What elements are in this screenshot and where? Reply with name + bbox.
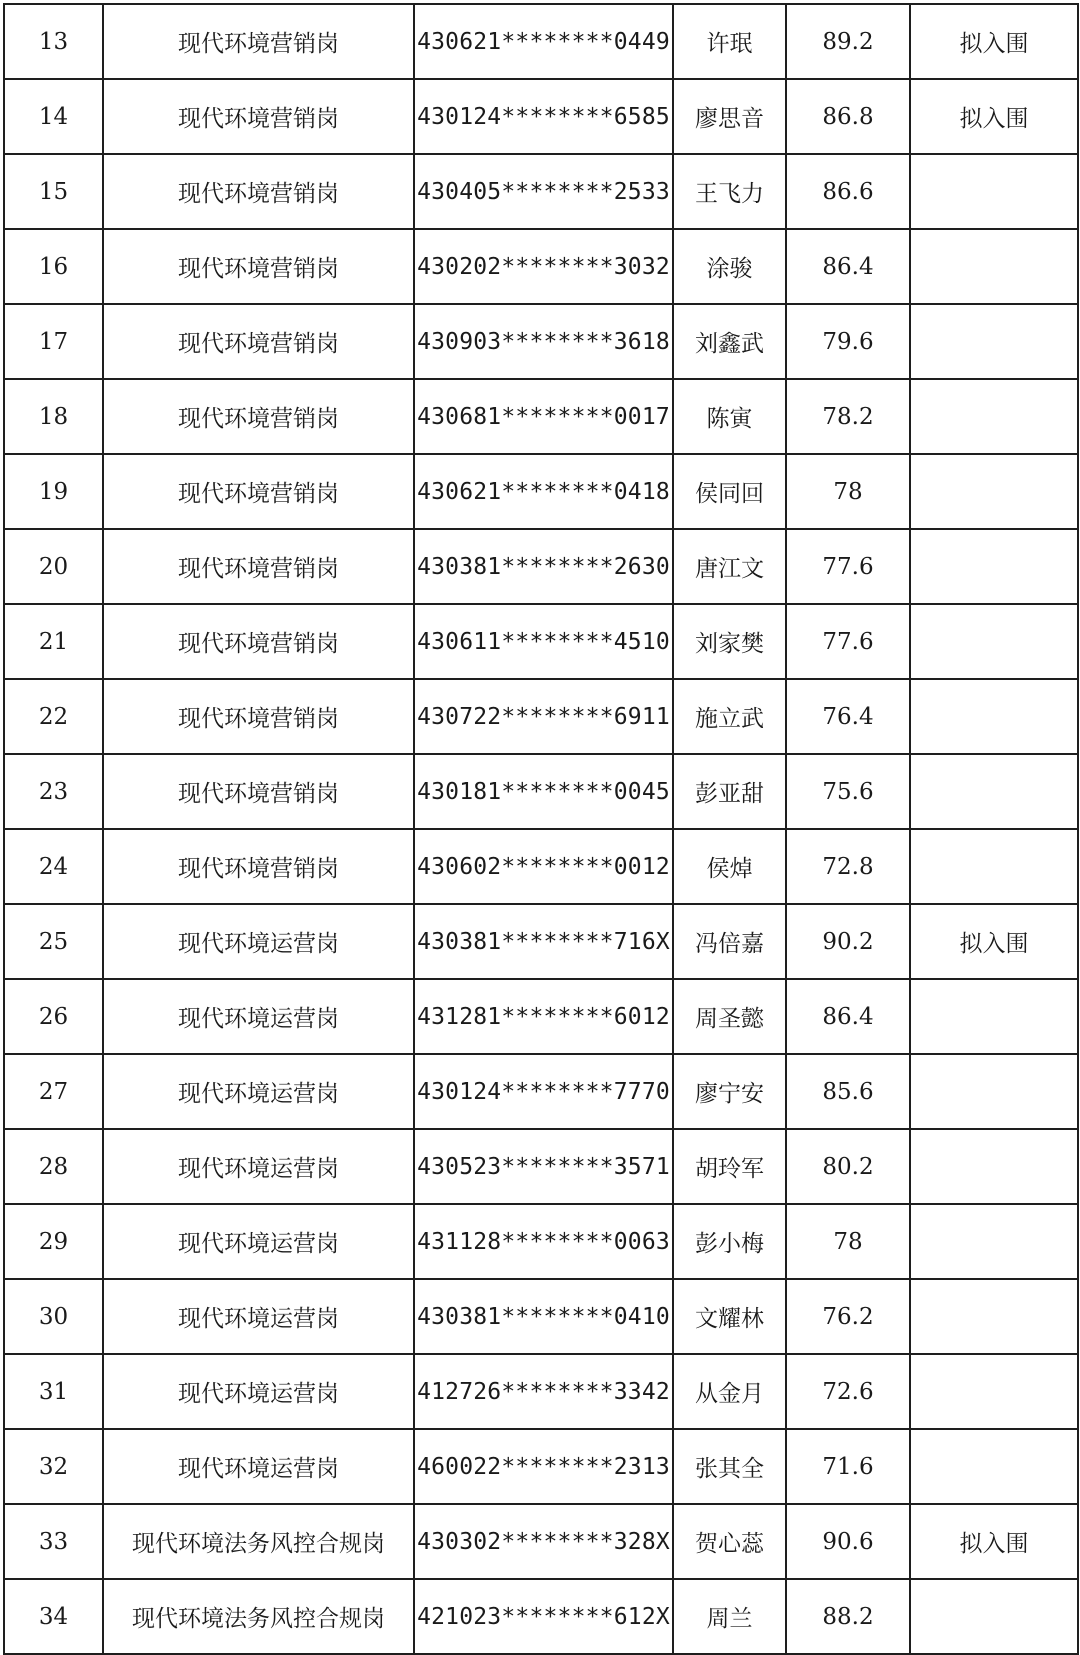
score-cell: 78 — [786, 1204, 910, 1279]
table-row — [4, 1204, 1078, 1279]
name-cell: 张其全 — [673, 1429, 786, 1504]
id-number-cell: 430621********0449 — [414, 4, 673, 79]
row-number-cell: 26 — [4, 979, 103, 1054]
score-cell: 78 — [786, 454, 910, 529]
score-cell: 90.6 — [786, 1504, 910, 1579]
id-number-cell: 430381********716X — [414, 904, 673, 979]
table-row — [4, 379, 1078, 454]
position-cell: 现代环境运营岗 — [103, 1354, 414, 1429]
score-cell: 89.2 — [786, 4, 910, 79]
table-row — [4, 904, 1078, 979]
status-cell — [910, 529, 1078, 604]
position-cell: 现代环境营销岗 — [103, 829, 414, 904]
status-cell — [910, 229, 1078, 304]
id-number-cell: 430722********6911 — [414, 679, 673, 754]
row-number-cell: 25 — [4, 904, 103, 979]
row-number-cell: 21 — [4, 604, 103, 679]
status-cell — [910, 379, 1078, 454]
status-cell — [910, 1204, 1078, 1279]
name-cell: 文耀林 — [673, 1279, 786, 1354]
id-number-cell: 430903********3618 — [414, 304, 673, 379]
row-number-cell: 15 — [4, 154, 103, 229]
id-number-cell: 460022********2313 — [414, 1429, 673, 1504]
table-row — [4, 1354, 1078, 1429]
row-number-cell: 27 — [4, 1054, 103, 1129]
row-number-cell: 23 — [4, 754, 103, 829]
score-cell: 90.2 — [786, 904, 910, 979]
row-number-cell: 32 — [4, 1429, 103, 1504]
table-row — [4, 454, 1078, 529]
score-cell: 80.2 — [786, 1129, 910, 1204]
row-number-cell: 14 — [4, 79, 103, 154]
row-number-cell: 28 — [4, 1129, 103, 1204]
score-cell: 86.4 — [786, 229, 910, 304]
name-cell: 侯同回 — [673, 454, 786, 529]
row-number-cell: 13 — [4, 4, 103, 79]
status-cell: 拟入围 — [910, 79, 1078, 154]
status-cell — [910, 304, 1078, 379]
name-cell: 刘鑫武 — [673, 304, 786, 379]
id-number-cell: 430181********0045 — [414, 754, 673, 829]
score-cell: 86.8 — [786, 79, 910, 154]
status-cell — [910, 1129, 1078, 1204]
name-cell: 唐江文 — [673, 529, 786, 604]
name-cell: 廖宁安 — [673, 1054, 786, 1129]
table-row — [4, 1129, 1078, 1204]
position-cell: 现代环境营销岗 — [103, 529, 414, 604]
row-number-cell: 16 — [4, 229, 103, 304]
score-cell: 79.6 — [786, 304, 910, 379]
name-cell: 周兰 — [673, 1579, 786, 1654]
id-number-cell: 430381********2630 — [414, 529, 673, 604]
name-cell: 冯倍嘉 — [673, 904, 786, 979]
results-table — [3, 3, 1079, 1655]
results-table-body — [4, 4, 1078, 1654]
table-row — [4, 679, 1078, 754]
table-row — [4, 979, 1078, 1054]
name-cell: 侯焯 — [673, 829, 786, 904]
id-number-cell: 430302********328X — [414, 1504, 673, 1579]
table-row — [4, 1054, 1078, 1129]
name-cell: 许珉 — [673, 4, 786, 79]
position-cell: 现代环境营销岗 — [103, 379, 414, 454]
name-cell: 彭亚甜 — [673, 754, 786, 829]
status-cell — [910, 679, 1078, 754]
position-cell: 现代环境营销岗 — [103, 79, 414, 154]
id-number-cell: 430523********3571 — [414, 1129, 673, 1204]
table-row — [4, 604, 1078, 679]
position-cell: 现代环境运营岗 — [103, 1429, 414, 1504]
status-cell — [910, 1429, 1078, 1504]
row-number-cell: 20 — [4, 529, 103, 604]
name-cell: 从金月 — [673, 1354, 786, 1429]
id-number-cell: 431281********6012 — [414, 979, 673, 1054]
position-cell: 现代环境营销岗 — [103, 754, 414, 829]
table-row — [4, 754, 1078, 829]
score-cell: 86.6 — [786, 154, 910, 229]
row-number-cell: 22 — [4, 679, 103, 754]
id-number-cell: 430621********0418 — [414, 454, 673, 529]
status-cell — [910, 979, 1078, 1054]
id-number-cell: 430405********2533 — [414, 154, 673, 229]
position-cell: 现代环境运营岗 — [103, 979, 414, 1054]
row-number-cell: 17 — [4, 304, 103, 379]
status-cell: 拟入围 — [910, 4, 1078, 79]
status-cell — [910, 1054, 1078, 1129]
id-number-cell: 430202********3032 — [414, 229, 673, 304]
table-row — [4, 79, 1078, 154]
status-cell — [910, 604, 1078, 679]
id-number-cell: 430124********7770 — [414, 1054, 673, 1129]
name-cell: 胡玲军 — [673, 1129, 786, 1204]
status-cell — [910, 1579, 1078, 1654]
position-cell: 现代环境法务风控合规岗 — [103, 1579, 414, 1654]
row-number-cell: 30 — [4, 1279, 103, 1354]
position-cell: 现代环境营销岗 — [103, 454, 414, 529]
id-number-cell: 421023********612X — [414, 1579, 673, 1654]
table-row — [4, 1279, 1078, 1354]
score-cell: 72.8 — [786, 829, 910, 904]
score-cell: 72.6 — [786, 1354, 910, 1429]
score-cell: 77.6 — [786, 604, 910, 679]
table-row — [4, 304, 1078, 379]
table-row — [4, 829, 1078, 904]
table-row — [4, 1429, 1078, 1504]
name-cell: 周圣懿 — [673, 979, 786, 1054]
position-cell: 现代环境营销岗 — [103, 304, 414, 379]
status-cell: 拟入围 — [910, 904, 1078, 979]
status-cell — [910, 1279, 1078, 1354]
score-cell: 86.4 — [786, 979, 910, 1054]
position-cell: 现代环境营销岗 — [103, 4, 414, 79]
name-cell: 施立武 — [673, 679, 786, 754]
score-cell: 77.6 — [786, 529, 910, 604]
position-cell: 现代环境运营岗 — [103, 904, 414, 979]
score-cell: 75.6 — [786, 754, 910, 829]
position-cell: 现代环境运营岗 — [103, 1054, 414, 1129]
name-cell: 陈寅 — [673, 379, 786, 454]
table-row — [4, 1579, 1078, 1654]
table-row — [4, 1504, 1078, 1579]
position-cell: 现代环境营销岗 — [103, 679, 414, 754]
name-cell: 涂骏 — [673, 229, 786, 304]
position-cell: 现代环境运营岗 — [103, 1129, 414, 1204]
id-number-cell: 412726********3342 — [414, 1354, 673, 1429]
status-cell — [910, 754, 1078, 829]
id-number-cell: 430602********0012 — [414, 829, 673, 904]
table-row — [4, 229, 1078, 304]
position-cell: 现代环境法务风控合规岗 — [103, 1504, 414, 1579]
id-number-cell: 430381********0410 — [414, 1279, 673, 1354]
table-row — [4, 529, 1078, 604]
score-cell: 78.2 — [786, 379, 910, 454]
status-cell: 拟入围 — [910, 1504, 1078, 1579]
status-cell — [910, 154, 1078, 229]
row-number-cell: 24 — [4, 829, 103, 904]
name-cell: 彭小梅 — [673, 1204, 786, 1279]
status-cell — [910, 454, 1078, 529]
score-cell: 76.4 — [786, 679, 910, 754]
position-cell: 现代环境营销岗 — [103, 229, 414, 304]
status-cell — [910, 1354, 1078, 1429]
id-number-cell: 430124********6585 — [414, 79, 673, 154]
row-number-cell: 19 — [4, 454, 103, 529]
name-cell: 刘家樊 — [673, 604, 786, 679]
row-number-cell: 34 — [4, 1579, 103, 1654]
position-cell: 现代环境营销岗 — [103, 154, 414, 229]
score-cell: 71.6 — [786, 1429, 910, 1504]
table-row — [4, 4, 1078, 79]
row-number-cell: 18 — [4, 379, 103, 454]
position-cell: 现代环境运营岗 — [103, 1279, 414, 1354]
id-number-cell: 431128********0063 — [414, 1204, 673, 1279]
row-number-cell: 33 — [4, 1504, 103, 1579]
score-cell: 88.2 — [786, 1579, 910, 1654]
id-number-cell: 430611********4510 — [414, 604, 673, 679]
name-cell: 贺心蕊 — [673, 1504, 786, 1579]
position-cell: 现代环境运营岗 — [103, 1204, 414, 1279]
row-number-cell: 29 — [4, 1204, 103, 1279]
row-number-cell: 31 — [4, 1354, 103, 1429]
score-cell: 85.6 — [786, 1054, 910, 1129]
position-cell: 现代环境营销岗 — [103, 604, 414, 679]
results-sheet — [3, 3, 1077, 1655]
name-cell: 王飞力 — [673, 154, 786, 229]
table-row — [4, 154, 1078, 229]
id-number-cell: 430681********0017 — [414, 379, 673, 454]
name-cell: 廖思音 — [673, 79, 786, 154]
score-cell: 76.2 — [786, 1279, 910, 1354]
status-cell — [910, 829, 1078, 904]
